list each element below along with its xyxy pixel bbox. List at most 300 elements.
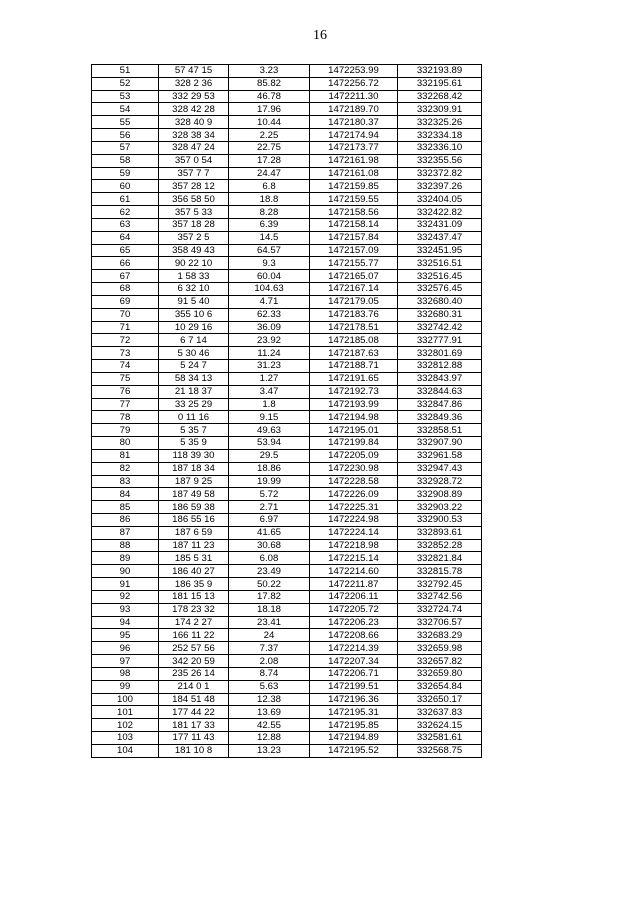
x-coordinate-cell: 1472178.51 — [310, 321, 398, 334]
distance-cell: 42.55 — [229, 719, 310, 732]
point-number-cell: 60 — [92, 180, 159, 193]
x-coordinate-cell: 1472206.11 — [310, 590, 398, 603]
distance-cell: 8.74 — [229, 667, 310, 680]
table-row — [92, 424, 482, 437]
y-coordinate-cell: 332893.61 — [398, 526, 482, 539]
x-coordinate-cell: 1472159.85 — [310, 180, 398, 193]
distance-cell: 13.23 — [229, 744, 310, 757]
x-coordinate-cell: 1472161.08 — [310, 167, 398, 180]
distance-cell: 4.71 — [229, 295, 310, 308]
distance-cell: 11.24 — [229, 347, 310, 360]
y-coordinate-cell: 332815.78 — [398, 565, 482, 578]
angle-cell: 187 6 59 — [159, 526, 229, 539]
table-row — [92, 642, 482, 655]
table-row — [92, 539, 482, 552]
point-number-cell: 86 — [92, 513, 159, 526]
y-coordinate-cell: 332654.84 — [398, 680, 482, 693]
point-number-cell: 100 — [92, 693, 159, 706]
distance-cell: 18.86 — [229, 462, 310, 475]
point-number-cell: 83 — [92, 475, 159, 488]
table-row — [92, 488, 482, 501]
y-coordinate-cell: 332650.17 — [398, 693, 482, 706]
x-coordinate-cell: 1472226.09 — [310, 488, 398, 501]
point-number-cell: 88 — [92, 539, 159, 552]
angle-cell: 187 18 34 — [159, 462, 229, 475]
table-row — [92, 257, 482, 270]
distance-cell: 1.8 — [229, 398, 310, 411]
angle-cell: 358 49 43 — [159, 244, 229, 257]
table-row — [92, 552, 482, 565]
point-number-cell: 84 — [92, 488, 159, 501]
distance-cell: 12.38 — [229, 693, 310, 706]
distance-cell: 1.27 — [229, 372, 310, 385]
table-row — [92, 193, 482, 206]
table-row — [92, 180, 482, 193]
angle-cell: 185 5 31 — [159, 552, 229, 565]
point-number-cell: 91 — [92, 578, 159, 591]
x-coordinate-cell: 1472218.98 — [310, 539, 398, 552]
angle-cell: 21 18 37 — [159, 385, 229, 398]
angle-cell: 187 11 23 — [159, 539, 229, 552]
y-coordinate-cell: 332858.51 — [398, 424, 482, 437]
y-coordinate-cell: 332683.29 — [398, 629, 482, 642]
point-number-cell: 103 — [92, 732, 159, 745]
x-coordinate-cell: 1472189.70 — [310, 103, 398, 116]
angle-cell: 91 5 40 — [159, 295, 229, 308]
x-coordinate-cell: 1472214.39 — [310, 642, 398, 655]
x-coordinate-cell: 1472191.65 — [310, 372, 398, 385]
y-coordinate-cell: 332568.75 — [398, 744, 482, 757]
x-coordinate-cell: 1472214.60 — [310, 565, 398, 578]
x-coordinate-cell: 1472211.30 — [310, 90, 398, 103]
table-row — [92, 680, 482, 693]
point-number-cell: 58 — [92, 154, 159, 167]
point-number-cell: 72 — [92, 334, 159, 347]
table-row — [92, 321, 482, 334]
x-coordinate-cell: 1472155.77 — [310, 257, 398, 270]
table-row — [92, 603, 482, 616]
angle-cell: 1 58 33 — [159, 270, 229, 283]
point-number-cell: 79 — [92, 424, 159, 437]
angle-cell: 356 58 50 — [159, 193, 229, 206]
x-coordinate-cell: 1472159.55 — [310, 193, 398, 206]
table-row — [92, 360, 482, 373]
table-row — [92, 501, 482, 514]
distance-cell: 12.88 — [229, 732, 310, 745]
x-coordinate-cell: 1472167.14 — [310, 283, 398, 296]
point-number-cell: 94 — [92, 616, 159, 629]
point-number-cell: 101 — [92, 706, 159, 719]
distance-cell: 22.75 — [229, 141, 310, 154]
y-coordinate-cell: 332724.74 — [398, 603, 482, 616]
y-coordinate-cell: 332947.43 — [398, 462, 482, 475]
distance-cell: 6.97 — [229, 513, 310, 526]
y-coordinate-cell: 332309.91 — [398, 103, 482, 116]
angle-cell: 235 26 14 — [159, 667, 229, 680]
y-coordinate-cell: 332843.97 — [398, 372, 482, 385]
x-coordinate-cell: 1472158.56 — [310, 206, 398, 219]
x-coordinate-cell: 1472194.89 — [310, 732, 398, 745]
table-row — [92, 103, 482, 116]
angle-cell: 33 25 29 — [159, 398, 229, 411]
point-number-cell: 104 — [92, 744, 159, 757]
table-row — [92, 90, 482, 103]
angle-cell: 328 42 28 — [159, 103, 229, 116]
angle-cell: 357 7 7 — [159, 167, 229, 180]
x-coordinate-cell: 1472165.07 — [310, 270, 398, 283]
angle-cell: 252 57 56 — [159, 642, 229, 655]
distance-cell: 18.18 — [229, 603, 310, 616]
angle-cell: 186 59 38 — [159, 501, 229, 514]
distance-cell: 49.63 — [229, 424, 310, 437]
x-coordinate-cell: 1472256.72 — [310, 77, 398, 90]
point-number-cell: 78 — [92, 411, 159, 424]
distance-cell: 64.57 — [229, 244, 310, 257]
x-coordinate-cell: 1472215.14 — [310, 552, 398, 565]
y-coordinate-cell: 332659.98 — [398, 642, 482, 655]
x-coordinate-cell: 1472211.87 — [310, 578, 398, 591]
y-coordinate-cell: 332900.53 — [398, 513, 482, 526]
distance-cell: 53.94 — [229, 437, 310, 450]
table-row — [92, 719, 482, 732]
table-row — [92, 732, 482, 745]
point-number-cell: 69 — [92, 295, 159, 308]
x-coordinate-cell: 1472199.84 — [310, 437, 398, 450]
x-coordinate-cell: 1472206.23 — [310, 616, 398, 629]
y-coordinate-cell: 332659.80 — [398, 667, 482, 680]
angle-cell: 57 47 15 — [159, 65, 229, 78]
point-number-cell: 82 — [92, 462, 159, 475]
y-coordinate-cell: 332657.82 — [398, 655, 482, 668]
x-coordinate-cell: 1472199.51 — [310, 680, 398, 693]
table-row — [92, 629, 482, 642]
x-coordinate-cell: 1472195.85 — [310, 719, 398, 732]
table-row — [92, 77, 482, 90]
x-coordinate-cell: 1472161.98 — [310, 154, 398, 167]
point-number-cell: 102 — [92, 719, 159, 732]
x-coordinate-cell: 1472157.09 — [310, 244, 398, 257]
y-coordinate-cell: 332404.05 — [398, 193, 482, 206]
distance-cell: 24 — [229, 629, 310, 642]
point-number-cell: 80 — [92, 437, 159, 450]
table-row — [92, 129, 482, 142]
distance-cell: 13.69 — [229, 706, 310, 719]
distance-cell: 23.49 — [229, 565, 310, 578]
x-coordinate-cell: 1472224.98 — [310, 513, 398, 526]
distance-cell: 41.65 — [229, 526, 310, 539]
point-number-cell: 63 — [92, 218, 159, 231]
table-row — [92, 270, 482, 283]
angle-cell: 186 40 27 — [159, 565, 229, 578]
x-coordinate-cell: 1472195.01 — [310, 424, 398, 437]
angle-cell: 5 35 7 — [159, 424, 229, 437]
distance-cell: 6.39 — [229, 218, 310, 231]
y-coordinate-cell: 332516.51 — [398, 257, 482, 270]
angle-cell: 328 40 9 — [159, 116, 229, 129]
table-row — [92, 526, 482, 539]
x-coordinate-cell: 1472174.94 — [310, 129, 398, 142]
table-row — [92, 283, 482, 296]
y-coordinate-cell: 332397.26 — [398, 180, 482, 193]
table-row — [92, 398, 482, 411]
y-coordinate-cell: 332334.18 — [398, 129, 482, 142]
x-coordinate-cell: 1472228.58 — [310, 475, 398, 488]
point-number-cell: 75 — [92, 372, 159, 385]
table-row — [92, 141, 482, 154]
y-coordinate-cell: 332193.89 — [398, 65, 482, 78]
point-number-cell: 65 — [92, 244, 159, 257]
distance-cell: 30.68 — [229, 539, 310, 552]
angle-cell: 357 5 33 — [159, 206, 229, 219]
y-coordinate-cell: 332847.86 — [398, 398, 482, 411]
distance-cell: 6.08 — [229, 552, 310, 565]
angle-cell: 357 2 5 — [159, 231, 229, 244]
point-number-cell: 73 — [92, 347, 159, 360]
angle-cell: 187 49 58 — [159, 488, 229, 501]
x-coordinate-cell: 1472205.72 — [310, 603, 398, 616]
point-number-cell: 55 — [92, 116, 159, 129]
angle-cell: 90 22 10 — [159, 257, 229, 270]
distance-cell: 60.04 — [229, 270, 310, 283]
angle-cell: 178 23 32 — [159, 603, 229, 616]
angle-cell: 5 24 7 — [159, 360, 229, 373]
point-number-cell: 53 — [92, 90, 159, 103]
y-coordinate-cell: 332777.91 — [398, 334, 482, 347]
x-coordinate-cell: 1472230.98 — [310, 462, 398, 475]
distance-cell: 18.8 — [229, 193, 310, 206]
angle-cell: 328 38 34 — [159, 129, 229, 142]
point-number-cell: 92 — [92, 590, 159, 603]
angle-cell: 357 28 12 — [159, 180, 229, 193]
y-coordinate-cell: 332706.57 — [398, 616, 482, 629]
point-number-cell: 74 — [92, 360, 159, 373]
x-coordinate-cell: 1472179.05 — [310, 295, 398, 308]
angle-cell: 332 29 53 — [159, 90, 229, 103]
table-row — [92, 116, 482, 129]
table-row — [92, 218, 482, 231]
angle-cell: 166 11 22 — [159, 629, 229, 642]
y-coordinate-cell: 332907.90 — [398, 437, 482, 450]
y-coordinate-cell: 332742.42 — [398, 321, 482, 334]
table-row — [92, 744, 482, 757]
x-coordinate-cell: 1472157.84 — [310, 231, 398, 244]
distance-cell: 3.23 — [229, 65, 310, 78]
table-row — [92, 667, 482, 680]
distance-cell: 2.71 — [229, 501, 310, 514]
point-number-cell: 77 — [92, 398, 159, 411]
point-number-cell: 93 — [92, 603, 159, 616]
point-number-cell: 90 — [92, 565, 159, 578]
table-row — [92, 167, 482, 180]
point-number-cell: 85 — [92, 501, 159, 514]
y-coordinate-cell: 332801.69 — [398, 347, 482, 360]
table-row — [92, 565, 482, 578]
angle-cell: 328 2 36 — [159, 77, 229, 90]
table-row — [92, 372, 482, 385]
table-row — [92, 590, 482, 603]
y-coordinate-cell: 332325.26 — [398, 116, 482, 129]
angle-cell: 181 10 8 — [159, 744, 229, 757]
distance-cell: 17.82 — [229, 590, 310, 603]
table-row — [92, 449, 482, 462]
angle-cell: 10 29 16 — [159, 321, 229, 334]
y-coordinate-cell: 332581.61 — [398, 732, 482, 745]
y-coordinate-cell: 332451.95 — [398, 244, 482, 257]
angle-cell: 5 30 46 — [159, 347, 229, 360]
distance-cell: 14.5 — [229, 231, 310, 244]
table-row — [92, 308, 482, 321]
y-coordinate-cell: 332431.09 — [398, 218, 482, 231]
distance-cell: 23.92 — [229, 334, 310, 347]
table-row — [92, 385, 482, 398]
point-number-cell: 99 — [92, 680, 159, 693]
y-coordinate-cell: 332742.56 — [398, 590, 482, 603]
y-coordinate-cell: 332637.83 — [398, 706, 482, 719]
table-row — [92, 513, 482, 526]
x-coordinate-cell: 1472194.98 — [310, 411, 398, 424]
x-coordinate-cell: 1472205.09 — [310, 449, 398, 462]
angle-cell: 186 35 9 — [159, 578, 229, 591]
distance-cell: 9.15 — [229, 411, 310, 424]
x-coordinate-cell: 1472188.71 — [310, 360, 398, 373]
y-coordinate-cell: 332336.10 — [398, 141, 482, 154]
table-row — [92, 206, 482, 219]
table-body — [92, 65, 482, 758]
point-number-cell: 64 — [92, 231, 159, 244]
point-number-cell: 61 — [92, 193, 159, 206]
y-coordinate-cell: 332680.40 — [398, 295, 482, 308]
angle-cell: 177 11 43 — [159, 732, 229, 745]
y-coordinate-cell: 332195.61 — [398, 77, 482, 90]
y-coordinate-cell: 332852.28 — [398, 539, 482, 552]
point-number-cell: 54 — [92, 103, 159, 116]
point-number-cell: 87 — [92, 526, 159, 539]
table-row — [92, 706, 482, 719]
y-coordinate-cell: 332812.88 — [398, 360, 482, 373]
angle-cell: 6 7 14 — [159, 334, 229, 347]
point-number-cell: 81 — [92, 449, 159, 462]
distance-cell: 6.8 — [229, 180, 310, 193]
y-coordinate-cell: 332928.72 — [398, 475, 482, 488]
y-coordinate-cell: 332849.36 — [398, 411, 482, 424]
point-number-cell: 70 — [92, 308, 159, 321]
table-row — [92, 347, 482, 360]
point-number-cell: 76 — [92, 385, 159, 398]
point-number-cell: 59 — [92, 167, 159, 180]
point-number-cell: 95 — [92, 629, 159, 642]
y-coordinate-cell: 332821.84 — [398, 552, 482, 565]
angle-cell: 177 44 22 — [159, 706, 229, 719]
angle-cell: 187 9 25 — [159, 475, 229, 488]
distance-cell: 9.3 — [229, 257, 310, 270]
x-coordinate-cell: 1472253.99 — [310, 65, 398, 78]
angle-cell: 181 15 13 — [159, 590, 229, 603]
point-number-cell: 97 — [92, 655, 159, 668]
angle-cell: 58 34 13 — [159, 372, 229, 385]
y-coordinate-cell: 332903.22 — [398, 501, 482, 514]
distance-cell: 2.08 — [229, 655, 310, 668]
angle-cell: 118 39 30 — [159, 449, 229, 462]
distance-cell: 29.5 — [229, 449, 310, 462]
table-row — [92, 65, 482, 78]
distance-cell: 19.99 — [229, 475, 310, 488]
distance-cell: 17.28 — [229, 154, 310, 167]
point-number-cell: 57 — [92, 141, 159, 154]
x-coordinate-cell: 1472224.14 — [310, 526, 398, 539]
distance-cell: 7.37 — [229, 642, 310, 655]
point-number-cell: 51 — [92, 65, 159, 78]
point-number-cell: 56 — [92, 129, 159, 142]
angle-cell: 355 10 6 — [159, 308, 229, 321]
angle-cell: 181 17 33 — [159, 719, 229, 732]
distance-cell: 24.47 — [229, 167, 310, 180]
angle-cell: 357 0 54 — [159, 154, 229, 167]
x-coordinate-cell: 1472225.31 — [310, 501, 398, 514]
coordinates-table — [91, 64, 482, 758]
point-number-cell: 52 — [92, 77, 159, 90]
x-coordinate-cell: 1472208.66 — [310, 629, 398, 642]
point-number-cell: 62 — [92, 206, 159, 219]
point-number-cell: 66 — [92, 257, 159, 270]
y-coordinate-cell: 332792.45 — [398, 578, 482, 591]
x-coordinate-cell: 1472196.36 — [310, 693, 398, 706]
angle-cell: 6 32 10 — [159, 283, 229, 296]
angle-cell: 186 55 16 — [159, 513, 229, 526]
x-coordinate-cell: 1472183.76 — [310, 308, 398, 321]
distance-cell: 31.23 — [229, 360, 310, 373]
point-number-cell: 89 — [92, 552, 159, 565]
distance-cell: 104.63 — [229, 283, 310, 296]
distance-cell: 46.78 — [229, 90, 310, 103]
point-number-cell: 98 — [92, 667, 159, 680]
table-row — [92, 154, 482, 167]
table-row — [92, 411, 482, 424]
distance-cell: 2.25 — [229, 129, 310, 142]
distance-cell: 5.63 — [229, 680, 310, 693]
x-coordinate-cell: 1472195.52 — [310, 744, 398, 757]
angle-cell: 0 11 16 — [159, 411, 229, 424]
table-row — [92, 578, 482, 591]
distance-cell: 10.44 — [229, 116, 310, 129]
point-number-cell: 96 — [92, 642, 159, 655]
point-number-cell: 68 — [92, 283, 159, 296]
y-coordinate-cell: 332624.15 — [398, 719, 482, 732]
distance-cell: 17.96 — [229, 103, 310, 116]
distance-cell: 3.47 — [229, 385, 310, 398]
x-coordinate-cell: 1472207.34 — [310, 655, 398, 668]
y-coordinate-cell: 332844.63 — [398, 385, 482, 398]
y-coordinate-cell: 332576.45 — [398, 283, 482, 296]
x-coordinate-cell: 1472158.14 — [310, 218, 398, 231]
y-coordinate-cell: 332961.58 — [398, 449, 482, 462]
y-coordinate-cell: 332437.47 — [398, 231, 482, 244]
angle-cell: 5 35 9 — [159, 437, 229, 450]
angle-cell: 184 51 48 — [159, 693, 229, 706]
table-row — [92, 437, 482, 450]
point-number-cell: 71 — [92, 321, 159, 334]
table-row — [92, 693, 482, 706]
distance-cell: 5.72 — [229, 488, 310, 501]
distance-cell: 23.41 — [229, 616, 310, 629]
table-row — [92, 655, 482, 668]
table-row — [92, 462, 482, 475]
distance-cell: 62.33 — [229, 308, 310, 321]
y-coordinate-cell: 332908.89 — [398, 488, 482, 501]
table-row — [92, 475, 482, 488]
distance-cell: 50.22 — [229, 578, 310, 591]
table-row — [92, 334, 482, 347]
x-coordinate-cell: 1472187.63 — [310, 347, 398, 360]
